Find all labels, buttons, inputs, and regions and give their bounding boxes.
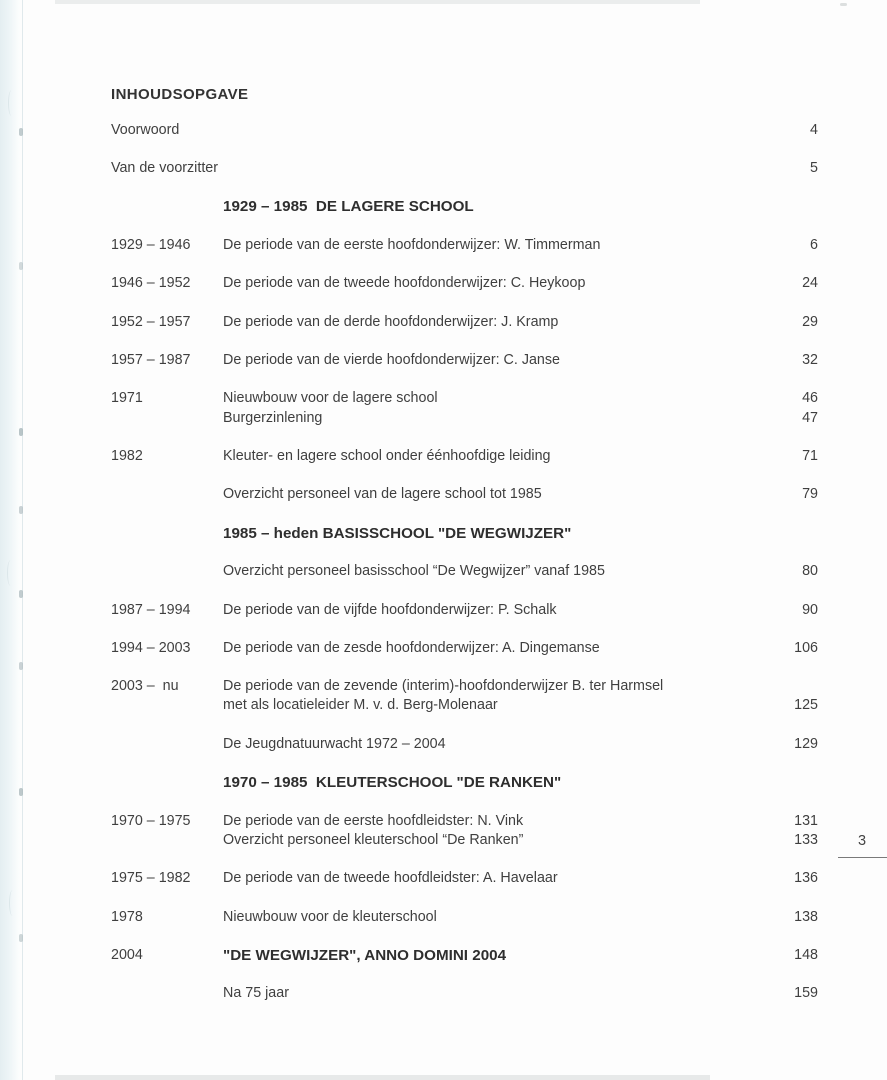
toc-entry-lines — [223, 946, 818, 965]
toc-entry-year — [111, 562, 223, 581]
toc-line-text: De Jeugdnatuurwacht 1972 – 2004 — [223, 735, 446, 752]
toc-line-text: met als locatieleider M. v. d. Berg-Molenaar — [223, 697, 498, 714]
toc-entry — [111, 121, 818, 140]
toc-line — [223, 639, 818, 658]
toc-entry — [111, 984, 818, 1003]
toc-entry-year: 1970 – 1975 — [111, 812, 191, 829]
toc-line — [223, 946, 818, 965]
binding-mark — [19, 934, 23, 942]
toc-entry-lines — [223, 735, 818, 754]
toc-page-number: 32 — [802, 352, 818, 369]
toc-page-number: 138 — [794, 908, 818, 925]
toc-entry-lines — [223, 562, 818, 581]
toc-line-text: Overzicht personeel van de lagere school tot 1985 — [223, 486, 542, 503]
toc-page-number: 131 — [794, 812, 818, 829]
toc-line — [223, 389, 818, 408]
toc-line — [223, 831, 818, 850]
toc-entry-year: 1929 – 1946 — [111, 236, 191, 253]
book-binding-gutter — [0, 0, 23, 1080]
toc-section-title: 1929 – 1985 DE LAGERE SCHOOL — [223, 198, 474, 216]
toc-entry-lines — [223, 908, 818, 927]
toc-page-number: 71 — [802, 447, 818, 464]
page-edge-shadow-top — [55, 0, 700, 4]
toc-line — [223, 677, 818, 696]
toc-entry-lines — [223, 601, 818, 620]
toc-entry-year: 2003 – nu — [111, 678, 179, 695]
toc-section-heading — [111, 524, 818, 543]
toc-page-number: 79 — [802, 486, 818, 503]
toc-entry — [111, 351, 818, 370]
toc-line-text: De periode van de tweede hoofdleidster: A. Havelaar — [223, 870, 558, 887]
toc-entry-lines — [223, 313, 818, 332]
toc-line-text: De periode van de vijfde hoofdonderwijzer: P. Schalk — [223, 601, 557, 618]
toc-entry-lines — [111, 121, 818, 140]
toc-line-text: De periode van de vierde hoofdonderwijzer: C. Janse — [223, 352, 560, 369]
toc-page-number: 6 — [810, 236, 818, 253]
toc-line — [111, 159, 818, 178]
toc-page-number: 129 — [794, 735, 818, 752]
toc-entry-year — [111, 485, 223, 504]
toc-entry-lines — [223, 812, 818, 850]
toc-entry — [111, 908, 818, 927]
toc-entry-lines — [223, 274, 818, 293]
binding-mark — [19, 788, 23, 796]
toc-line — [223, 313, 818, 332]
toc-page-number — [776, 677, 818, 696]
toc-entry-lines — [111, 159, 818, 178]
binding-mark — [19, 128, 23, 136]
toc-line — [223, 984, 818, 1003]
toc-entry — [111, 274, 818, 293]
toc-page-number: 80 — [802, 563, 818, 580]
toc-entry-year: 1946 – 1952 — [111, 275, 191, 292]
toc-entry-lines — [223, 447, 818, 466]
toc-section-heading — [111, 197, 818, 216]
toc-line-text: De periode van de eerste hoofdleidster: N. Vink — [223, 812, 524, 829]
toc-line — [223, 274, 818, 293]
toc-entry — [111, 639, 818, 658]
toc-entry — [111, 389, 818, 427]
toc-line-text: De periode van de zesde hoofdonderwijzer: A. Dingemanse — [223, 639, 600, 656]
toc-entry — [111, 735, 818, 754]
scan-scratch — [7, 560, 14, 586]
binding-mark — [19, 506, 23, 514]
toc-entry-lines — [223, 485, 818, 504]
toc-entry — [111, 946, 818, 965]
toc-line-text: De periode van de derde hoofdonderwijzer: J. Kramp — [223, 313, 559, 330]
toc-line — [223, 485, 818, 504]
toc-page-number: 148 — [794, 946, 818, 963]
toc-page-number: 29 — [802, 313, 818, 330]
scan-speck — [840, 3, 847, 6]
toc-page-number: 5 — [810, 160, 818, 177]
toc-entry-lines — [223, 869, 818, 888]
toc-entry-lines — [223, 236, 818, 255]
binding-mark — [19, 262, 23, 270]
binding-mark — [19, 662, 23, 670]
toc-entry-lines — [223, 351, 818, 370]
toc-page-number: 90 — [802, 601, 818, 618]
toc-entry — [111, 601, 818, 620]
toc-line-text: De periode van de eerste hoofdonderwijzer: W. Timmerman — [223, 236, 601, 253]
toc-entry-year: 1978 — [111, 908, 143, 925]
toc-line-text: Nieuwbouw voor de kleuterschool — [223, 908, 437, 925]
toc-line-text: De periode van de zevende (interim)-hoofdonderwijzer B. ter Harmsel — [223, 678, 664, 695]
toc-entry — [111, 313, 818, 332]
toc-entry-lines — [223, 639, 818, 658]
binding-mark — [19, 590, 23, 598]
toc-line — [223, 447, 818, 466]
toc-entry-year: 1952 – 1957 — [111, 313, 191, 330]
toc-line-text: Van de voorzitter — [111, 160, 219, 177]
binding-mark — [19, 428, 23, 436]
toc-line — [223, 812, 818, 831]
toc-line-text: "DE WEGWIJZER", ANNO DOMINI 2004 — [223, 946, 507, 964]
toc-line-text: Nieuwbouw voor de lagere school — [223, 390, 438, 407]
toc-page-number: 136 — [794, 870, 818, 887]
toc-page-number: 159 — [794, 985, 818, 1002]
scan-scratch — [9, 890, 16, 916]
page-title: INHOUDSOPGAVE — [111, 86, 249, 103]
toc-line — [223, 735, 818, 754]
toc-page-number: 106 — [794, 639, 818, 656]
toc-entry-lines — [223, 389, 818, 427]
toc-line — [223, 236, 818, 255]
toc-page-number: 46 — [802, 390, 818, 407]
toc-page-number: 125 — [794, 697, 818, 714]
toc-entry-lines — [223, 984, 818, 1003]
toc-page-number: 4 — [810, 121, 818, 138]
toc-entry-year: 1957 – 1987 — [111, 352, 191, 369]
toc-entry-year: 1971 — [111, 390, 143, 407]
toc-entry — [111, 159, 818, 178]
toc-line-text: Kleuter- en lagere school onder éénhoofdige leiding — [223, 447, 551, 464]
page-number: 3 — [857, 833, 867, 849]
table-of-contents — [111, 85, 818, 1023]
toc-line — [223, 562, 818, 581]
toc-page-number: 47 — [802, 409, 818, 426]
toc-line — [111, 121, 818, 140]
toc-entry — [111, 447, 818, 466]
toc-indent-spacer — [111, 773, 223, 792]
toc-entry-year: 2004 — [111, 946, 143, 963]
toc-entry-year: 1987 – 1994 — [111, 601, 191, 618]
toc-section-title: 1985 – heden BASISSCHOOL "DE WEGWIJZER" — [223, 524, 572, 542]
page-number-rule — [838, 857, 887, 858]
toc-page-number: 133 — [794, 831, 818, 848]
toc-entry — [111, 485, 818, 504]
toc-entry — [111, 869, 818, 888]
toc-indent-spacer — [111, 524, 223, 543]
toc-entry — [111, 562, 818, 581]
toc-entry — [111, 812, 818, 850]
toc-list — [111, 121, 818, 1004]
toc-line-text: De periode van de tweede hoofdonderwijzer: C. Heykoop — [223, 275, 586, 292]
toc-line — [223, 409, 818, 428]
toc-entry-year: 1975 – 1982 — [111, 870, 191, 887]
page-edge-shadow-bottom — [55, 1075, 710, 1080]
toc-line-text: Overzicht personeel basisschool “De Wegwijzer” vanaf 1985 — [223, 563, 605, 580]
toc-line — [223, 601, 818, 620]
toc-section-title: 1970 – 1985 KLEUTERSCHOOL "DE RANKEN" — [223, 774, 562, 792]
toc-line-text: Voorwoord — [111, 121, 180, 138]
toc-line — [223, 908, 818, 927]
toc-line — [223, 696, 818, 715]
toc-entry-year: 1982 — [111, 447, 143, 464]
toc-entry-year — [111, 735, 223, 754]
toc-entry — [111, 236, 818, 255]
toc-entry — [111, 677, 818, 715]
toc-line-text: Na 75 jaar — [223, 985, 289, 1002]
toc-entry-lines — [223, 677, 818, 715]
toc-line — [223, 351, 818, 370]
toc-line — [223, 869, 818, 888]
toc-line-text: Overzicht personeel kleuterschool “De Ranken” — [223, 831, 524, 848]
scan-scratch — [8, 90, 15, 116]
toc-section-heading — [111, 773, 818, 792]
toc-indent-spacer — [111, 197, 223, 216]
toc-entry-year — [111, 984, 223, 1003]
toc-entry-year: 1994 – 2003 — [111, 639, 191, 656]
toc-page-number: 24 — [802, 275, 818, 292]
toc-line-text: Burgerzinlening — [223, 409, 323, 426]
